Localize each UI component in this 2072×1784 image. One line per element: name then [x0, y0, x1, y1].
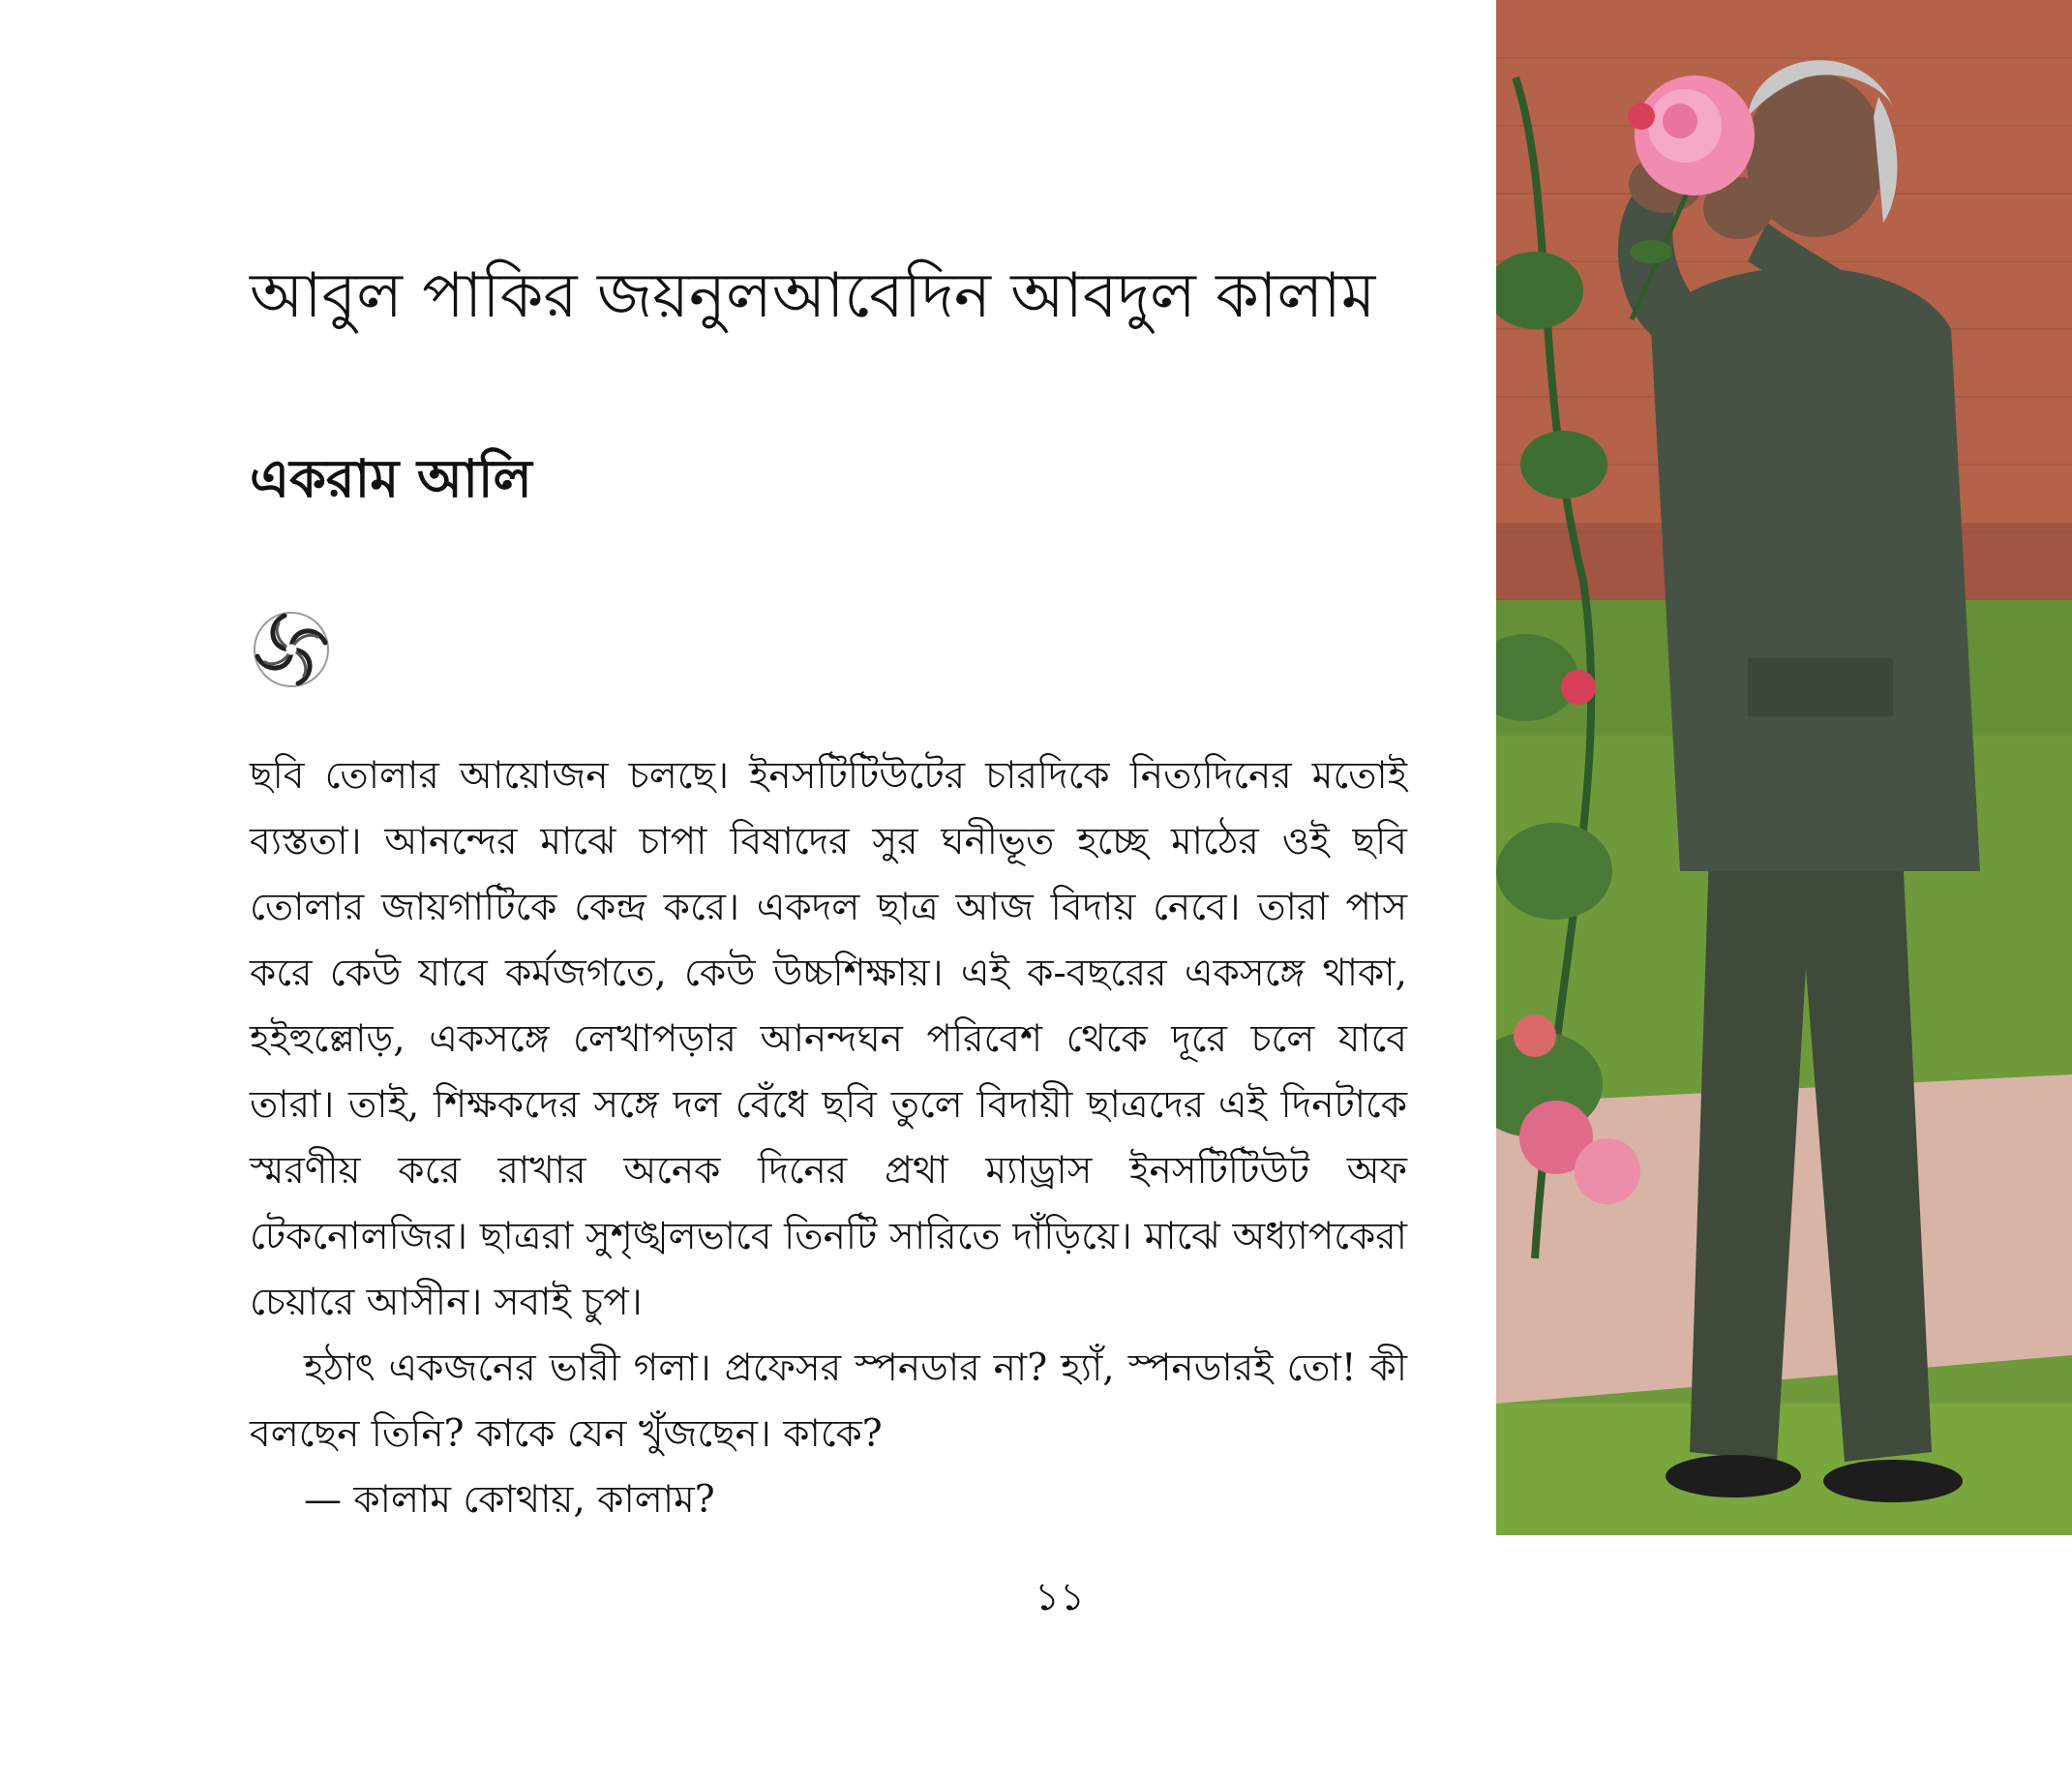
author-name: একরাম আলি [250, 447, 532, 509]
swirl-ornament-icon [250, 608, 333, 691]
page-number: ১১ [1035, 1575, 1085, 1619]
paragraph-2: হঠাৎ একজনের ভারী গলা। প্রফেসর স্পনডার না? হ্যাঁ, স্পনডারই তো! কী বলছেন তিনি? কাকে যেন খুঁজছেন। কাকে? [250, 1346, 1407, 1456]
paragraph-3: — কালাম কোথায়, কালাম? [304, 1478, 715, 1522]
paragraph-1: ছবি তোলার আয়োজন চলছে। ইনসটিটিউটের চারদিকে নিত্যদিনের মতোই ব্যস্ততা। আনন্দের মাঝে চাপা বিষাদের সুর ঘনীভূত হচ্ছে মাঠের ওই ছবি তোলার জায়গাটিকে কেন্দ্র করে। একদল ছাত্র আজ বিদায় নেবে। তারা পাস করে কেউ যাবে কর্মজগতে, কেউ উচ্চশিক্ষায়। এই ক-বছরের একসঙ্গে থাকা, হইহুল্লোড়, একসঙ্গে লেখাপড়ার আনন্দঘন পরিবেশ থেকে দূরে চলে যাবে তারা। তাই, শিক্ষকদের সঙ্গে দল বেঁধে ছবি তুলে বিদায়ী ছাত্রদের এই দিনটাকে স্মরণীয় করে রাখার অনেক দিনের প্রথা ম্যাড্রাস ইনসটিটিউট অফ টেকনোলজির। ছাত্ররা সুশৃঙ্খলভাবে তিনটি সারিতে দাঁড়িয়ে। মাঝে অধ্যাপকেরা চেয়ারে আসীন। সবাই চুপ। [250, 754, 1407, 1324]
chapter-title: আবুল পাকির জয়নুলআবেদিন আবদুল কালাম [250, 260, 1376, 332]
man-in-suit-holding-rose-photo [1496, 0, 2072, 1535]
chapter-body [250, 743, 1407, 1533]
